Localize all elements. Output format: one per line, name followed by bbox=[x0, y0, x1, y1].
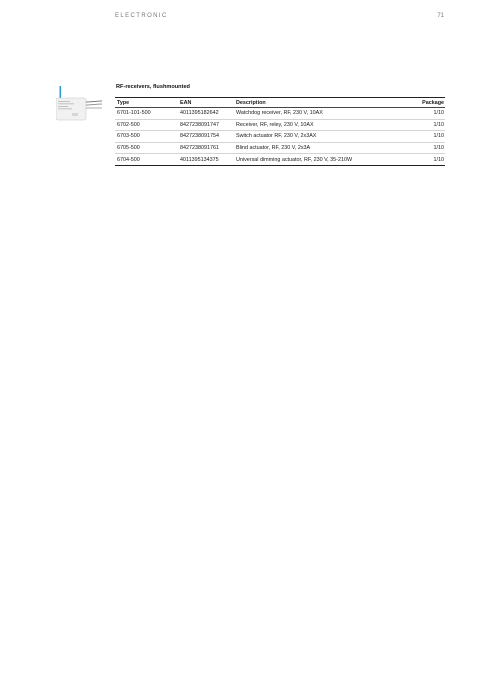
cell-type: 6705-500 bbox=[117, 145, 140, 152]
cell-ean: 4011395182642 bbox=[180, 110, 219, 117]
cell-description: Blind actuator, RF, 230 V, 2x3A bbox=[236, 145, 311, 152]
page-number: 71 bbox=[437, 13, 444, 19]
header-section-label: ELECTRONIC bbox=[115, 13, 168, 19]
rf-receiver-device-image bbox=[56, 86, 104, 124]
table-header-row bbox=[115, 97, 445, 108]
table-row bbox=[115, 120, 445, 132]
cell-type: 6701-101-500 bbox=[117, 110, 151, 117]
cell-package: 1/10 bbox=[433, 110, 444, 117]
cell-type: 6704-500 bbox=[117, 156, 140, 163]
cell-package: 1/10 bbox=[433, 121, 444, 128]
cell-description: Switch actuator RF, 230 V, 2x3AX bbox=[236, 133, 317, 140]
table-row bbox=[115, 154, 445, 166]
column-header-ean: EAN bbox=[180, 99, 192, 106]
section-title: RF-receivers, flushmounted bbox=[116, 84, 190, 90]
cell-package: 1/10 bbox=[433, 156, 444, 163]
cell-ean: 8427238091761 bbox=[180, 145, 219, 152]
column-header-package: Package bbox=[422, 99, 444, 106]
cell-type: 6702-500 bbox=[117, 121, 140, 128]
cell-type: 6703-500 bbox=[117, 133, 140, 140]
column-header-type: Type bbox=[117, 99, 130, 106]
cell-description: Receiver, RF, reley, 230 V, 10AX bbox=[236, 121, 314, 128]
table-row bbox=[115, 131, 445, 143]
product-table bbox=[115, 97, 445, 166]
cell-ean: 4011395134375 bbox=[180, 156, 219, 163]
cell-ean: 8427238091754 bbox=[180, 133, 219, 140]
cell-description: Universal dimming actuator, RF, 230 V, 35-210W bbox=[236, 156, 353, 163]
table-row bbox=[115, 108, 445, 120]
cell-ean: 8427238091747 bbox=[180, 121, 219, 128]
column-header-description: Description bbox=[236, 99, 266, 106]
table-row bbox=[115, 143, 445, 155]
cell-package: 1/10 bbox=[433, 133, 444, 140]
cell-package: 1/10 bbox=[433, 145, 444, 152]
cell-description: Watchdog receiver, RF, 230 V, 10AX bbox=[236, 110, 323, 117]
